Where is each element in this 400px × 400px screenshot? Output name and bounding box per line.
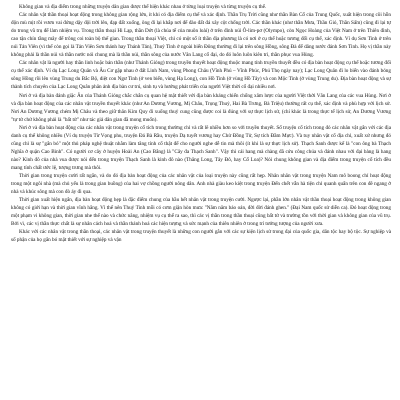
paragraph: Thời gian xuất hiện ngắn, địa bàn hoạt động hẹp là đặc điểm chung của hầu hết nhân vật trong truyện cười. Ngược lại, phần lớn nhân vật thần thoại hoạt động trong không gian không có giới hạn và thời gian vĩnh hằng. Vì thế nên Thuỷ Tinh mỗi có cơm giận hòn mưa: "Năm năm báo oán, đời đời đánh ghen." (Đại Nam quốc sử diễn ca). Đó hoạt động trong một phạm vi không gian, thời gian nhe thế nào và chức năng, nhiệm vụ cụ thể ra sao, thì các vị thần trong thần thoại cũng bất tử và trường tồn với thời gian và không gian của vũ trụ. Bởi vì, các vị thần thực chất là sự nhân cách hoá và thần thánh hoá các hiện tượng và sức mạnh của thiên nhiên ở trong trí tưởng tượng của người xưa. [11, 197, 391, 228]
paragraph: Các nhân vật là người hay thần linh hoặc bán thần (như Thánh Gióng) trong truyền thuyết hoạt động thuộc mang tính truyền thuyết đều có địa bàn hoạt động cụ thể hoặc tương đối cụ thể xác định. Ví dụ Lạc Long Quân và Âu Cơ gặp nhau ở đất Linh Nam, vùng Phong Châu (Vĩnh Phú – Vĩnh Phúc, Phú Thọ ngày nay); Lạc Long Quân đi lo biển vào đánh bóng sông Hồng rồi lên vùng Trung du Bắc Bộ, diệt con Ngư Tinh (ở ven biển, vùng Hạ Long), con Hồ Tinh (ở vùng Hồ Tây) và con Mộc Tinh (ở vùng Trung du). Địa bàn hoạt động và sự thành tích chuyên của Lạc Long Quân phân ảnh địa bàn cư trú, sinh tụ và hướng phát triển của người Việt thời cổ đại nhiều nơi. [11, 60, 391, 91]
paragraph: Không gian và địa điểm trong những truyện dân gian được thể hiện khác nhau ở từng loại truyện và từng truyện cụ thể. [19, 4, 267, 10]
paragraph: Các nhân vật thần thoại hoạt động trong không gian rộng lớn, ít khi có địa điểm cụ thể và xác định. Thần Trụ Trời cũng như thần Bàn Cổ của Trung Quốc, xuất hiện trong cõi hỗn độn mù mịt rồi vươn vai đứng dậy đội trời lên, đạp đất xuống, ông đi lại khắp nơi để đào đất đá xây cột chống trời. Các thần khác (như thần Mưa, Thần Gió, Thần Sấm) cũng đi lại tự do trong vũ trụ để làm nhiệm vụ. Trong thần thoại Hi Lạp, thần Dớt (là chúa tể của muôn loài) ở trên đỉnh núi Ô-lim-pơ (Olympo), còn Ngọc Hoàng của Việt Nam ở trên Thiên đình, cao tận chín tầng mây để trông coi toàn bộ thế gian. Trong thần thoại Việt, chỉ có một số ít thần địa phương là có nơi ở cụ thể hoặc tương đối cụ thể, xác định. Ví dụ Sơn Tinh ở trên núi Tản Viên (vì thế còn gọi là Tản Viên Sơn thánh hay Thánh Tản), Thuỷ Tinh ở ngoài biển Đông thường đi lại trên sông Hồng, sông Đà để dâng nước đánh Sơn Tinh. Họ vị thần này không phải là thần núi và thần nước nói chung mà là thần núi, thần sông của nước Văn Lang cổ đại, do đó luôn luôn kiên trì, thần phục vua Hùng. [11, 12, 391, 59]
paragraph: Nơi ở và địa bàn đánh giặc Ân của Thánh Gióng chắc chắn cụ quan hệ mật thiết với địa bàn kháng chiến chống xâm lược của người Việt thời Văn Lang của các vua Hùng. Nơi ở và địa bàn hoạt động của các nhân vật truyền thuyết khác (như An Dương Vương, Mị Châu, Trọng Thuỷ, Hai Bà Trưng, Bà Triệu) thường rất cụ thể, xác định và phù hợp với lịch sử. Nơi An Dương Vương chém Mị Châu và theo giữ thân Kim Quy đi xuống thuỷ cung cũng được coi là đúng với sự thực lịch sử, (chí khác là trong thực tế lịch sử, An Dương Vương "tự tử chứ không phải là "bất tử" như tác giả dân gian đã mong muốn). [11, 92, 391, 123]
paragraph: Khác với các nhân vật trong thần thoại, các nhân vật trong truyện thuyết là những con người gắn với các sự kiện lịch sử trong đại của quốc gia, dân tộc hay bộ tộc. Sự nghiệp và số phận của họ gắn bó mật thiết với sự nghiệp và vận [11, 229, 391, 244]
paragraph: Thời gian trong truyện cười rất ngắn, và do đó địa bàn hoạt động của các nhân vật của loại truyện này cũng rất hẹp. Nhân nhân vật trong truyện Nam mô boong chỉ hoạt động trong một ngôi nhà (mà chủ yếu là trong gian buồng) của hai vợ chồng người nông dân. Anh nhà giàu keo kiệt trong truyện Đến chết vẫn hà tiện chỉ quanh quẩn trên con đê ngang ở nhà và khúc sông mà con đò áy đi qua. [11, 172, 391, 196]
paragraph: Nơi ở và địa bàn hoạt động của các nhân vật trong truyện cổ tích trong thường chỉ và rất lẽ nhiều hơn so với truyền thuyết. Số truyện cổ tích trong đó các nhân vật gắn với các địa danh cụ thể không nhiều (Ví dụ truyện Từ Vọng phu, truyện Đá Bà Rầu, truyện Dạ tuyết vương hay Chử Đồng Tử, Sự tích Đầm Mực). Và tuy nhân vật cổ địa chỉ, xuất xứ nhưng đó cũng chỉ là sự "gắn bó" một thủ pháp nghệ thuật nhằm làm tăng tính cổ thật để cho người nghe dễ tin mà thôi (ít khi là sự thực lịch sử). Thạch Sanh được kể là "con ông bà Thạch Nghĩa ở quận Cao Bình". Có người cơ cây ở huyện Hoài An (Cao Bằng) là "Cây đa Thạch Sanh". Vậy thì cái hang mà chàng đã cứu công chúa và đánh nhau với đại bàng là hang nào? Kinh đô của nhà vua được nói đến trong truyện Thạch Sanh là kinh đô nào (Thăng Long, Tây Đô, hay Cổ Loa)? Nói chung không gian và địa điểm trong truyện cổ tích đều mang tính chất ước lệ, tượng trưng mà thôi. [11, 124, 391, 171]
